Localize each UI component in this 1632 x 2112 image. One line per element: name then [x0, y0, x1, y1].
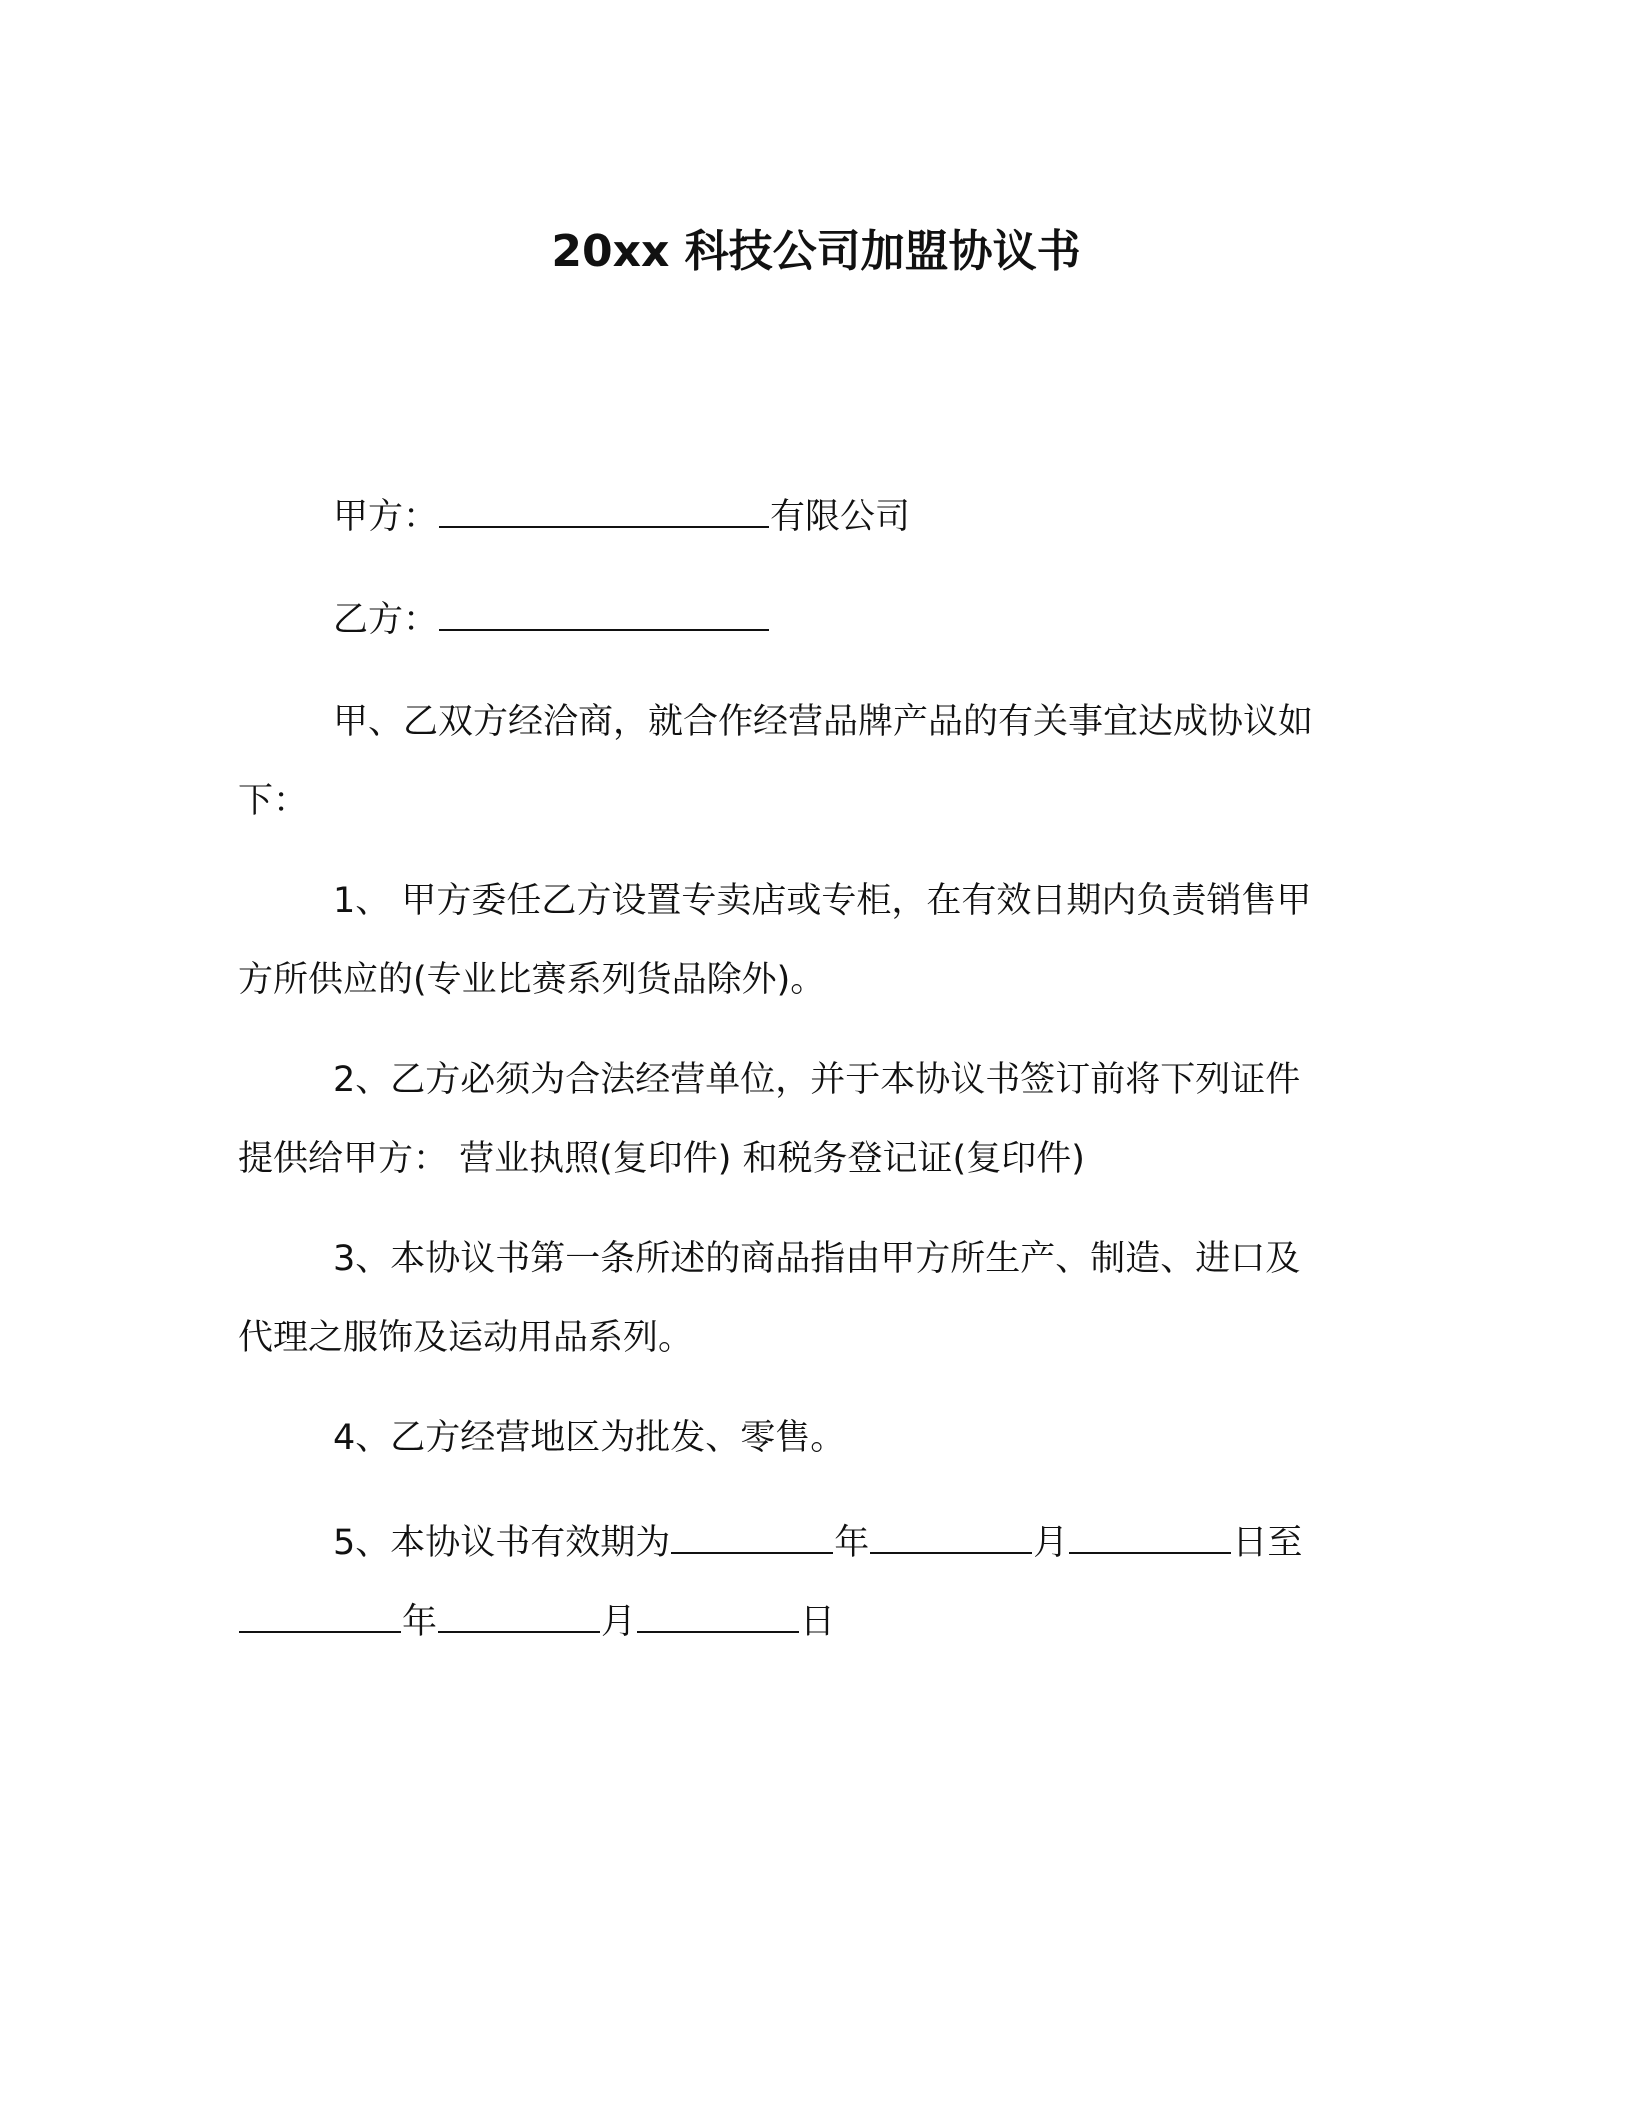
- intro-line-2: 下：: [238, 781, 309, 821]
- party-b-line: [333, 593, 770, 645]
- party-a-suffix: 有限公司: [770, 497, 911, 537]
- start-month-blank: [870, 1516, 1032, 1554]
- clause-3-line-2: 代理之服饰及运动用品系列。: [238, 1318, 694, 1358]
- clause-1-line-1: 1、 甲方委任乙方设置专卖店或专柜，在有效日期内负责销售甲: [333, 881, 1312, 921]
- party-a-label: 甲方：: [333, 497, 439, 537]
- clause-5-line-1: [333, 1516, 1302, 1568]
- end-day-label: 日: [800, 1602, 836, 1642]
- clause-1-line-2: 方所供应的(专业比赛系列货品除外)。: [238, 960, 826, 1000]
- party-a-blank: [439, 490, 769, 528]
- party-b-blank: [439, 593, 769, 631]
- document-title: 20xx 科技公司加盟协议书: [551, 226, 1081, 277]
- clause-5-prefix: 5、本协议书有效期为: [333, 1523, 671, 1563]
- clause-2-line-2: 提供给甲方： 营业执照(复印件) 和税务登记证(复印件): [238, 1139, 1085, 1179]
- start-day-to-label: 日至: [1232, 1523, 1303, 1563]
- end-month-label: 月: [601, 1602, 637, 1642]
- end-year-blank: [239, 1595, 401, 1633]
- party-a-line: [333, 490, 910, 542]
- party-b-label: 乙方：: [333, 600, 439, 640]
- end-year-label: 年: [402, 1602, 438, 1642]
- clause-5-line-2: [238, 1595, 835, 1647]
- start-year-blank: [671, 1516, 833, 1554]
- clause-3-line-1: 3、本协议书第一条所述的商品指由甲方所生产、制造、进口及: [333, 1239, 1301, 1279]
- end-month-blank: [438, 1595, 600, 1633]
- start-day-blank: [1069, 1516, 1231, 1554]
- clause-2-line-1: 2、乙方必须为合法经营单位，并于本协议书签订前将下列证件: [333, 1060, 1301, 1100]
- start-month-label: 月: [1033, 1523, 1069, 1563]
- intro-line-1: 甲、乙双方经洽商，就合作经营品牌产品的有关事宜达成协议如: [333, 702, 1314, 742]
- start-year-label: 年: [834, 1523, 870, 1563]
- clause-4-line-1: 4、乙方经营地区为批发、零售。: [333, 1418, 846, 1458]
- end-day-blank: [637, 1595, 799, 1633]
